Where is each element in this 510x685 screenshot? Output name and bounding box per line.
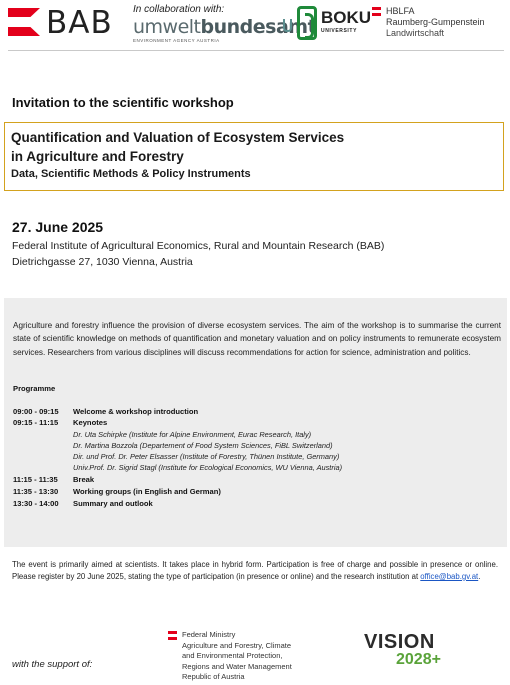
hblfa-line: Landwirtschaft — [386, 28, 445, 38]
ministry-line: Republic of Austria — [182, 672, 245, 681]
venue-line: Dietrichgasse 27, 1030 Vienna, Austria — [12, 256, 193, 268]
email-link[interactable]: office@bab.gv.at — [420, 572, 479, 581]
ministry-line: Federal Ministry — [182, 630, 236, 639]
programme-item — [13, 498, 153, 509]
header-divider — [8, 50, 504, 51]
uba-logo — [133, 16, 317, 44]
programme-time: 11:35 - 13:30 — [13, 487, 59, 496]
speaker: Dir. und Prof. Dr. Peter Elsasser (Institute of Forestry, Thünen Institute, Germany) — [73, 452, 340, 461]
collaboration-label: In collaboration with: — [133, 4, 225, 15]
austria-flag-icon — [372, 7, 381, 16]
programme-label: Working groups (in English and German) — [73, 487, 221, 496]
notice-suffix: . — [478, 572, 481, 581]
uba-name: umweltbundesamt — [133, 16, 317, 38]
programme-item — [13, 486, 221, 497]
hblfa-line: HBLFA — [386, 6, 415, 16]
ministry-line: and Environmental Protection, — [182, 651, 283, 660]
programme-time: 09:00 - 09:15 — [13, 407, 59, 416]
workshop-title-line: Quantification and Valuation of Ecosystem Services — [11, 130, 345, 145]
programme-time: 09:15 - 11:15 — [13, 418, 59, 427]
boku-mark-icon — [297, 6, 317, 40]
workshop-title-line: in Agriculture and Forestry — [11, 149, 184, 164]
ministry-line: Agriculture and Forestry, Climate — [182, 640, 292, 650]
invitation-heading: Invitation to the scientific workshop — [12, 95, 234, 110]
programme-item — [13, 474, 94, 485]
ministry-line: Regions and Water Management — [182, 661, 292, 671]
programme-time: 11:15 - 11:35 — [13, 475, 58, 484]
boku-subtitle: UNIVERSITY — [321, 28, 358, 34]
programme-title: Programme — [13, 384, 56, 393]
event-date: 27. June 2025 — [12, 219, 104, 235]
venue — [12, 238, 384, 270]
boku-name: BOKU — [321, 8, 372, 27]
programme-item — [13, 406, 198, 417]
info-box — [4, 298, 507, 547]
programme-item — [13, 417, 107, 428]
title-box — [4, 122, 504, 191]
hblfa-line: Raumberg-Gumpenstein — [386, 17, 485, 27]
uba-subtitle: ENVIRONMENT AGENCY AUSTRIA — [133, 38, 220, 43]
programme-label: Welcome & workshop introduction — [73, 407, 199, 416]
venue-line: Federal Institute of Agricultural Economics, Rural and Mountain Research (BAB) — [12, 240, 385, 252]
boku-logo — [297, 6, 372, 40]
header — [0, 0, 510, 48]
programme-label: Summary and outlook — [73, 499, 153, 508]
workshop-subtitle: Data, Scientific Methods & Policy Instruments — [11, 168, 251, 180]
support-label: with the support of: — [12, 659, 93, 670]
vision-year: 2028+ — [396, 651, 441, 668]
programme-time: 13:30 - 14:00 — [13, 499, 59, 508]
austria-flag-icon — [8, 6, 42, 40]
ministry-logo — [168, 630, 348, 684]
speaker: Univ.Prof. Dr. Sigrid Stagl (Institute for Ecological Economics, WU Vienna, Austria) — [73, 463, 343, 472]
austria-flag-icon — [168, 631, 177, 640]
programme-label: Break — [73, 475, 95, 484]
vision-logo — [364, 631, 464, 671]
registration-notice — [12, 559, 498, 583]
bab-logo-text: BAB — [46, 5, 113, 41]
vision-word: VISION — [364, 631, 435, 653]
speaker: Dr. Martina Bozzola (Departement of Food System Sciences, FiBL Switzerland) — [73, 441, 333, 450]
programme-label: Keynotes — [73, 418, 108, 427]
bab-logo — [8, 6, 120, 40]
uba-mark-icon — [283, 19, 292, 32]
notice-text: The event is primarily aimed at scientists. It takes place in hybrid form. Participation is free of charge and possible in presence or online. Please register by 20 June 2025, stating the type of participation (in presence or online) and the research institution at — [12, 560, 498, 581]
hblfa-logo — [372, 6, 508, 46]
intro-paragraph: Agriculture and forestry influence the provision of diverse ecosystem services. The aim of the workshop is to summarise the current state of scientific knowledge on methods of quantification and monetary valuation and on policy instruments to remunerate ecosystem services. Researchers from various disciplines will discuss recommendations for action for science, administration and politics. — [13, 321, 501, 357]
speaker: Dr. Uta Schirpke (Institute for Alpine Environment, Eurac Research, Italy) — [73, 430, 312, 439]
